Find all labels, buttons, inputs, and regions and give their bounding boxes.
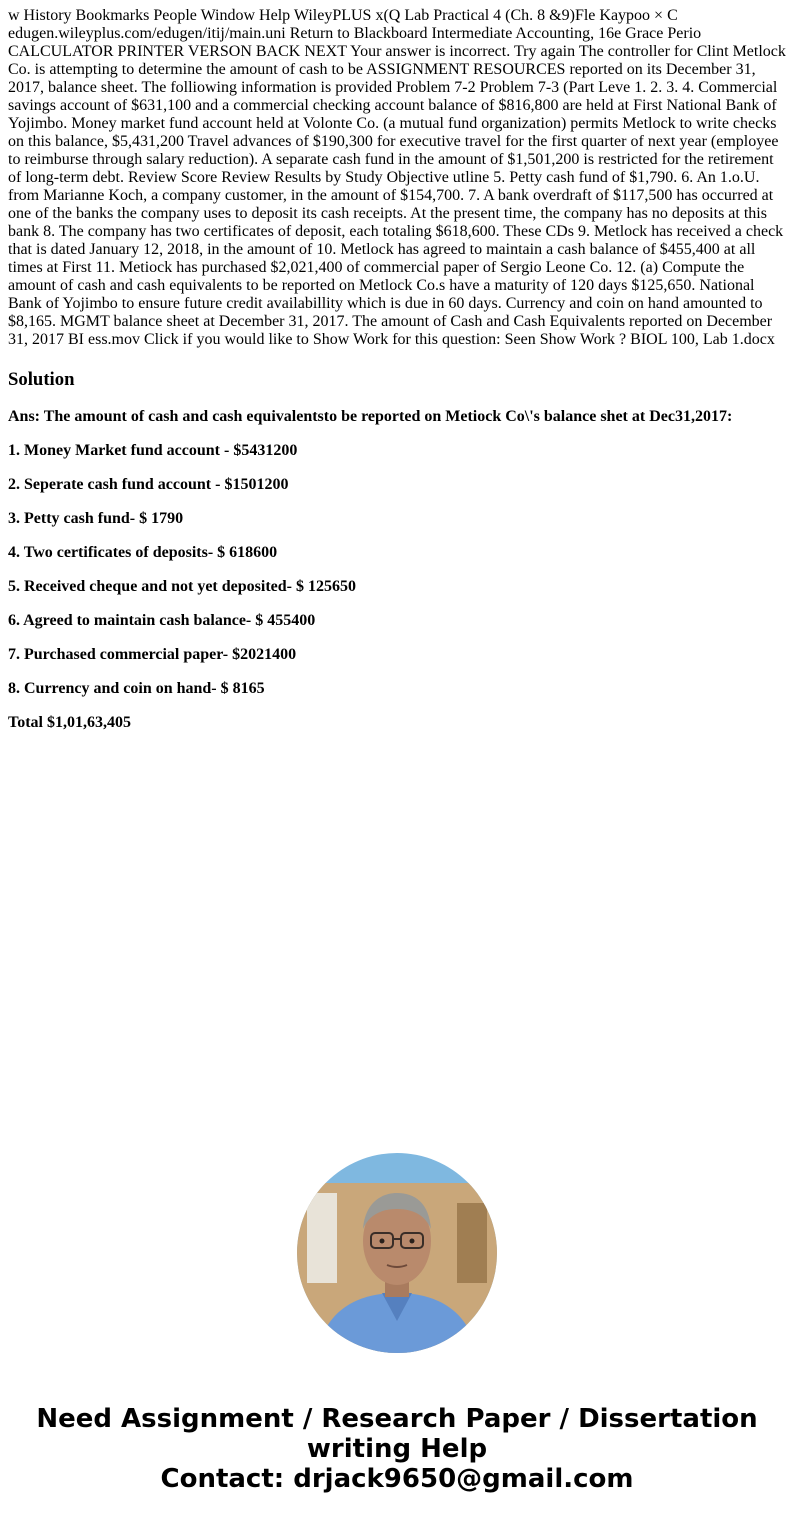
author-portrait-icon xyxy=(297,1153,497,1353)
solution-heading: Solution xyxy=(8,369,75,390)
answer-item: 4. Two certificates of deposits- $ 618600 xyxy=(8,544,278,561)
answer-item: 7. Purchased commercial paper- $2021400 xyxy=(8,646,297,663)
answer-total: Total $1,01,63,405 xyxy=(8,714,131,731)
question-text: w History Bookmarks People Window Help WileyPLUS x(Q Lab Practical 4 (Ch. 8 &9)Fle Kaypoo × C edugen.wileyplus.com/edugen/itij/main.uni Return to Blackboard Intermediate Accounting, 16e Grace Perio CALCULATOR PRINTER VERSON BACK NEXT Your answer is incorrect. Try again The controller for Clint Metlock Co. is attempting to determine the amount of cash to be ASSIGNMENT RESOURCES reported on its December 31, 2017, balance sheet. The folliowing information is provided Problem 7-2 Problem 7-3 (Part Leve 1. 2. 3. 4. Commercial savings account of $631,100 and a commercial checking account balance of $816,800 are held at First National Bank of Yojimbo. Money market fund account held at Volonte Co. (a mutual fund organization) permits Metlock to write checks on this balance, $5,431,200 Travel advances of $190,300 for executive travel for the first quarter of next year (employee to reimburse through salary reduction). A separate cash fund in the amount of $1,501,200 is restricted for the retirement of long-term debt. Review Score Review Results by Study Objective utline 5. Petty cash fund of $1,790. 6. An 1.o.U. from Marianne Koch, a company customer, in the amount of $154,700. 7. A bank overdraft of $117,500 has occurred at one of the banks the company uses to deposit its cash receipts. At the present time, the company has no deposits at this bank 8. The company has two certificates of deposit, each totaling $618,600. These CDs 9. Metlock has received a check that is dated January 12, 2018, in the amount of 10. Metlock has agreed to maintain a cash balance of $455,400 at all times at First 11. Metiock has purchased $2,021,400 of commercial paper of Sergio Leone Co. 12. (a) Compute the amount of cash and cash equivalents to be reported on Metlock Co.s have a maturity of 120 days $125,650. National Bank of Yojimbo to ensure future credit availabillity which is due in 60 days. Currency and coin on hand amounted to $8,165. MGMT balance sheet at December 31, 2017. The amount of Cash and Cash Equivalents reported on December 31, 2017 BI ess.mov Click if you would like to Show Work for this question: Seen Show Work ? BIOL 100, Lab 1.docx xyxy=(8,7,786,348)
promo-line-help: Need Assignment / Research Paper / Dissertation writing Help xyxy=(36,1404,758,1464)
answer-intro: Ans: The amount of cash and cash equivalentsto be reported on Metiock Co\'s balance shet at Dec31,2017: xyxy=(8,408,733,425)
answer-item: 3. Petty cash fund- $ 1790 xyxy=(8,510,184,527)
answer-item: 5. Received cheque and not yet deposited- $ 125650 xyxy=(8,578,356,595)
answer-section xyxy=(8,408,788,748)
author-avatar xyxy=(297,1153,497,1353)
answer-item: 1. Money Market fund account - $5431200 xyxy=(8,442,298,459)
promo-line-contact: Contact: drjack9650@gmail.com xyxy=(160,1464,634,1494)
answer-item: 2. Seperate cash fund account - $1501200 xyxy=(8,476,289,493)
answer-item: 8. Currency and coin on hand- $ 8165 xyxy=(8,680,265,697)
answer-item: 6. Agreed to maintain cash balance- $ 455400 xyxy=(8,612,316,629)
promo-banner xyxy=(0,1404,794,1494)
